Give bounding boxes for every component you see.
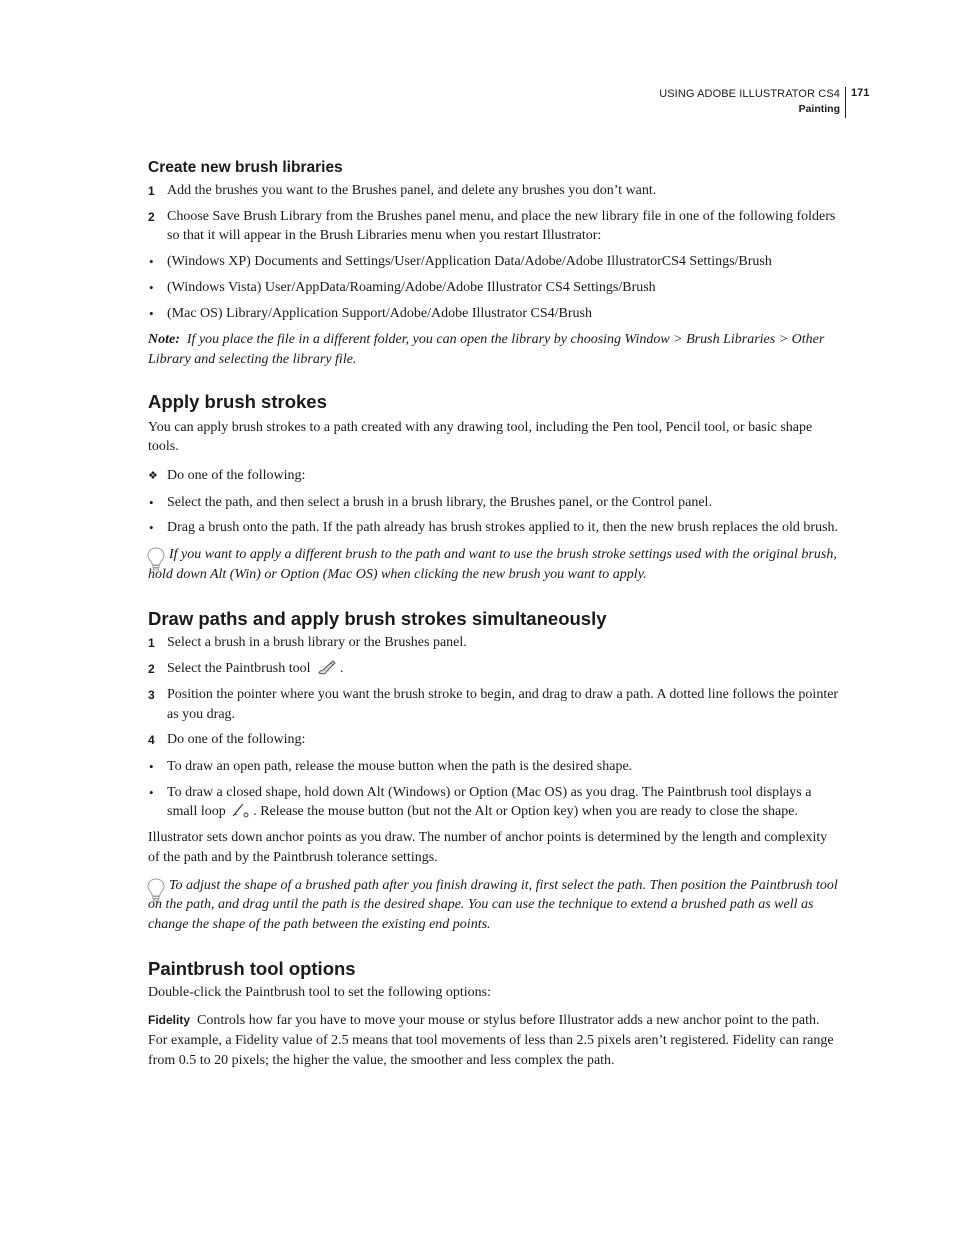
step-text: Choose Save Brush Library from the Brushes panel menu, and place the new library file in one of the following folders so that it will appear in the Brush Libraries menu when you restart Illustrator:	[167, 208, 836, 244]
step-text: Select the Paintbrush tool	[167, 661, 311, 677]
note-label: Note:	[148, 332, 180, 348]
step-item	[148, 207, 840, 246]
step-number: 1	[148, 184, 155, 198]
step-number: 1	[148, 635, 155, 650]
step-item	[148, 685, 840, 724]
paintbrush-loop-icon	[232, 803, 250, 818]
tip-paragraph	[148, 876, 840, 935]
step-number: 4	[148, 733, 155, 748]
bullet-marker: •	[149, 520, 154, 536]
heading-apply-brush-strokes: Apply brush strokes	[148, 390, 327, 412]
step-number: 3	[148, 687, 155, 702]
document-title: USING ADOBE ILLUSTRATOR CS4	[659, 88, 840, 100]
intro-paragraph: Double-click the Paintbrush tool to set the following options:	[148, 984, 491, 1000]
bullet-text: (Windows Vista) User/AppData/Roaming/Adobe/Adobe Illustrator CS4 Settings/Brush	[167, 279, 656, 295]
bullet-item	[148, 278, 840, 298]
bullet-marker: •	[149, 494, 154, 510]
page-content	[148, 158, 840, 1071]
section-name: Painting	[798, 103, 840, 115]
bullet-text: Drag a brush onto the path. If the path already has brush strokes applied to it, then the new brush replaces the old brush.	[167, 520, 839, 536]
option-description: Controls how far you have to move your mouse or stylus before Illustrator adds a new anchor point to the path. For example, a Fidelity value of 2.5 means that tool movements of less than 2.5 pixels aren’t registered. Fidelity can range from 0.5 to 20 pixels; the higher the value, the smoother and less complex the path.	[148, 1013, 834, 1068]
step-text-end: .	[339, 661, 344, 677]
header-divider	[845, 87, 846, 118]
option-fidelity	[148, 1011, 840, 1070]
bullet-text: (Mac OS) Library/Application Support/Adobe/Adobe Illustrator CS4/Brush	[167, 305, 592, 321]
lightbulb-icon	[146, 877, 166, 903]
bullet-marker: •	[149, 254, 154, 270]
bullet-marker: •	[149, 305, 154, 321]
bullet-item	[148, 252, 840, 272]
step-text: Select a brush in a brush library or the Brushes panel.	[167, 634, 467, 650]
note-text: If you place the file in a different folder, you can open the library by choosing Window > Brush Libraries > Other Library and selecting the library file.	[148, 332, 825, 367]
heading-paintbrush-options: Paintbrush tool options	[148, 957, 356, 979]
bullet-text: To draw a closed shape, hold down Alt (Windows) or Option (Mac OS) as you drag. The Paintbrush tool displays a small loop	[167, 784, 812, 820]
step-number: 2	[148, 662, 155, 677]
step-text: Position the pointer where you want the brush stroke to begin, and drag to draw a path. A dotted line follows the pointer as you drag.	[167, 686, 839, 722]
paintbrush-icon	[317, 659, 337, 675]
option-term: Fidelity	[148, 1013, 191, 1028]
bullet-marker: •	[149, 784, 154, 800]
tip-text: If you want to apply a different brush to the path and want to use the brush stroke settings used with the original brush, hold down Alt (Win) or Option (Mac OS) when clicking the new brush you want to apply.	[148, 547, 837, 582]
page-number: 171	[851, 87, 870, 99]
note-paragraph	[148, 330, 840, 369]
step-item	[148, 181, 840, 201]
step-item	[148, 730, 840, 750]
diamond-marker: ❖	[148, 470, 158, 483]
step-item	[148, 659, 840, 679]
bullet-marker: •	[149, 279, 154, 295]
bullet-text: Select the path, and then select a brush in a brush library, the Brushes panel, or the Control panel.	[167, 494, 712, 510]
running-header	[659, 86, 840, 116]
tip-paragraph	[148, 545, 840, 584]
step-text: Add the brushes you want to the Brushes panel, and delete any brushes you don’t want.	[167, 183, 657, 198]
lightbulb-icon	[146, 546, 166, 572]
heading-create-brush-libraries: Create new brush libraries	[148, 159, 343, 176]
bullet-text-end: . Release the mouse button (but not the Alt or Option key) when you are ready to close the shape.	[253, 804, 798, 820]
do-one-item	[148, 466, 840, 486]
do-one-text: Do one of the following:	[167, 468, 306, 484]
step-item	[148, 633, 840, 653]
body-paragraph: Illustrator sets down anchor points as you draw. The number of anchor points is determined by the length and complexity of the path and by the Paintbrush tolerance settings.	[148, 830, 828, 865]
heading-draw-paths: Draw paths and apply brush strokes simultaneously	[148, 607, 607, 629]
bullet-item	[148, 518, 840, 538]
bullet-item	[148, 757, 840, 777]
bullet-item	[148, 783, 840, 822]
step-text: Do one of the following:	[167, 732, 306, 748]
bullet-text: (Windows XP) Documents and Settings/User/Application Data/Adobe/Adobe IllustratorCS4 Settings/Brush	[167, 254, 772, 270]
step-number: 2	[148, 209, 155, 224]
tip-text: To adjust the shape of a brushed path after you finish drawing it, first select the path. Then position the Paintbrush tool on the path, and drag until the path is the desired shape. You can use the technique to extend a brushed path as well as change the shape of the path between the existing end points.	[148, 877, 838, 932]
intro-paragraph: You can apply brush strokes to a path created with any drawing tool, including the Pen tool, Pencil tool, or basic shape tools.	[148, 419, 813, 455]
bullet-marker: •	[149, 759, 154, 775]
bullet-item	[148, 493, 840, 513]
bullet-item	[148, 304, 840, 324]
bullet-text: To draw an open path, release the mouse button when the path is the desired shape.	[167, 759, 633, 775]
